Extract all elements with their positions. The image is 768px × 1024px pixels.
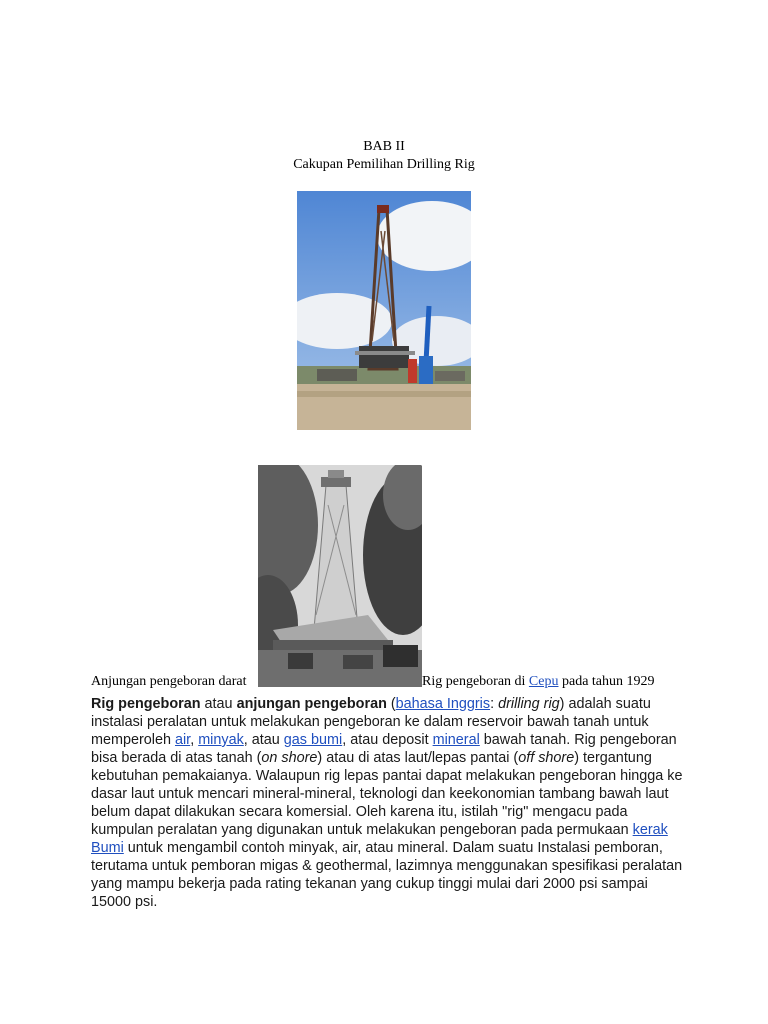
para-text: ( [386, 696, 396, 712]
term-off-shore: off shore [518, 750, 575, 766]
term-rig-pengeboran: Rig pengeboran [91, 696, 201, 712]
para-text: atau [200, 696, 237, 712]
page-heading-line2: Cakupan Pemilihan Drilling Rig [293, 157, 475, 172]
term-anjungan-pengeboran: anjungan pengeboran [236, 696, 387, 712]
para-text: ) adalah suatu instalasi peralatan untuk melakukan pengeboran ke dalam reservoir bawah tanah untuk memperoleh [91, 696, 651, 748]
caption-onshore-rig: Anjungan pengeboran darat [91, 674, 247, 689]
minyak-link[interactable]: minyak [198, 732, 244, 748]
bahasa-inggris-link[interactable]: bahasa Inggris [395, 696, 491, 712]
term-on-shore: on shore [261, 750, 318, 766]
kerak-bumi-link[interactable]: kerak Bumi [91, 822, 668, 856]
term-drilling-rig: drilling rig [498, 696, 560, 712]
para-text: , atau [243, 732, 284, 748]
cepu-link[interactable]: Cepu [528, 674, 559, 689]
photo-captions [0, 672, 768, 692]
para-text: ) tergantung kebutuhan pemakaianya. Walaupun rig lepas pantai dapat melakukan pengeboran hingga ke dasar laut untuk mencari mineral-mineral, teknologi dan keekonomian tambang bawah laut belum dapat dilakukan secara komersial. Oleh karena itu, istilah "rig" mengacu pada kumpulan peralatan yang digunakan untuk melakukan pengeboran pada permukaan [91, 750, 683, 838]
caption-cepu-suffix: pada tahun 1929 [558, 674, 655, 689]
para-text: untuk mengambil contoh minyak, air, atau mineral. Dalam suatu Instalasi pemboran, terutama untuk pemboran migas & geothermal, lazimnya menggunakan spesifikasi peralatan yang mampu bekerja pada rating tekanan yang cukup tinggi mulai dari 2000 psi sampai 15000 psi. [91, 840, 683, 910]
mineral-link[interactable]: mineral [432, 732, 480, 748]
para-text: , atau deposit [342, 732, 433, 748]
article-paragraph [91, 695, 683, 911]
drilling-rig-photo [297, 191, 471, 430]
para-text: : [490, 696, 499, 712]
para-text: bawah tanah. Rig pengeboran bisa berada di atas tanah ( [91, 732, 677, 766]
gas-bumi-link[interactable]: gas bumi [283, 732, 343, 748]
caption-cepu-prefix: Rig pengeboran di [422, 674, 529, 689]
caption-cepu-rig [422, 672, 655, 692]
page-heading-line1: BAB II [363, 139, 405, 154]
para-text: ) atau di atas laut/lepas pantai ( [317, 750, 519, 766]
historical-rig-photo [258, 465, 422, 687]
air-link[interactable]: air [174, 732, 191, 748]
para-text: , [190, 732, 199, 748]
